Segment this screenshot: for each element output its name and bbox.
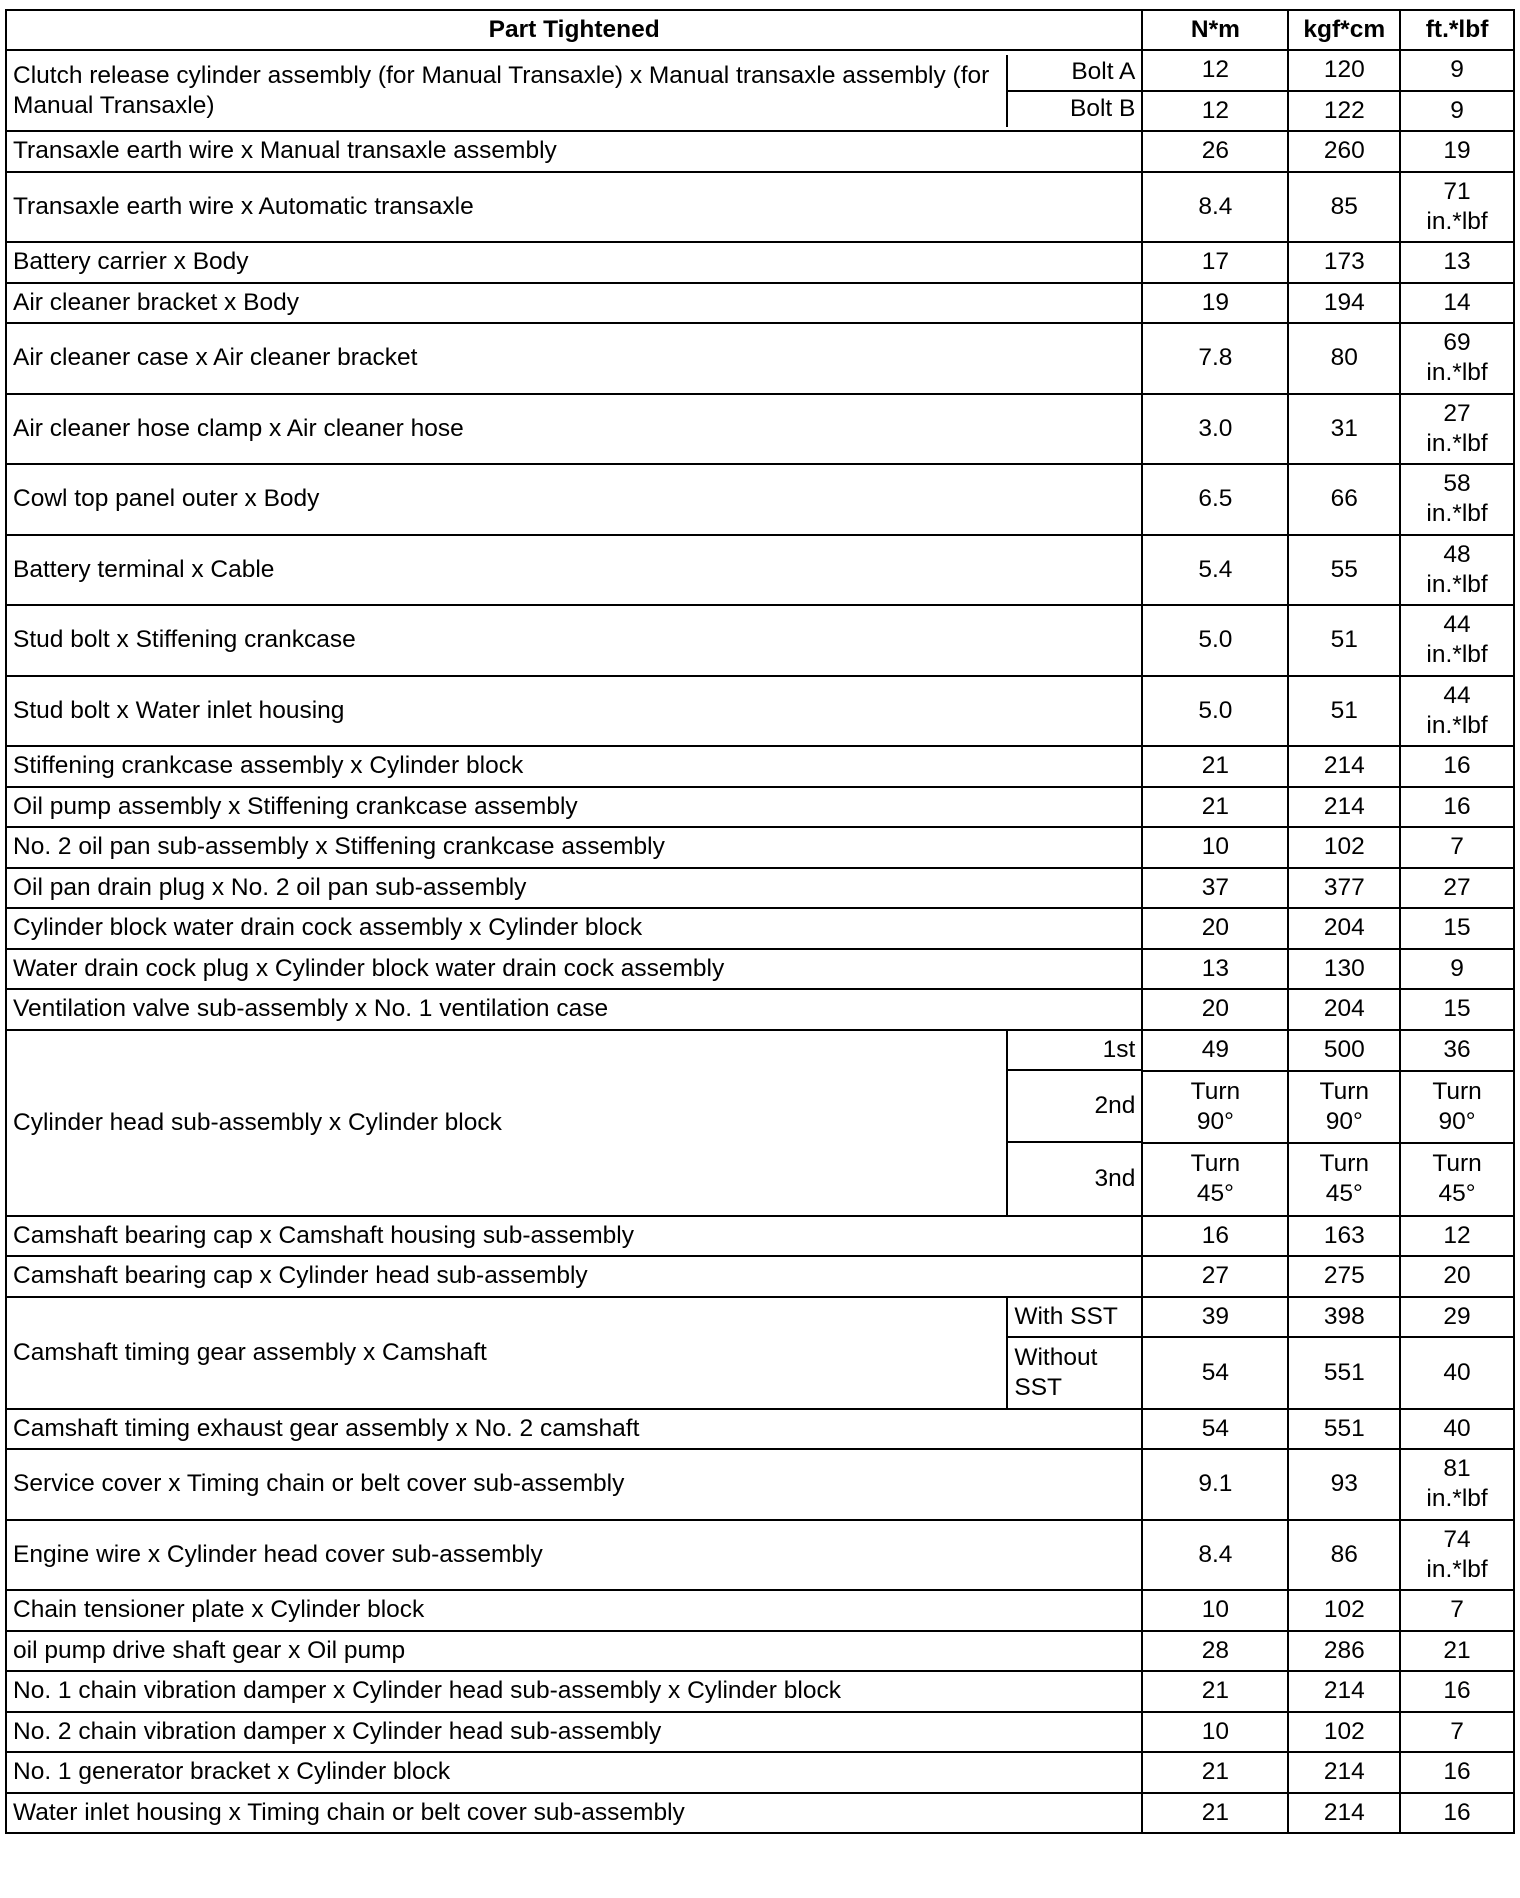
nm-value: 10 <box>1142 1590 1288 1631</box>
kgf-value: 214 <box>1288 787 1400 828</box>
table-row <box>6 464 1514 535</box>
table-row <box>6 1712 1514 1753</box>
kgf-value: 163 <box>1288 1216 1400 1257</box>
nm-value: 21 <box>1142 787 1288 828</box>
ft-value: 27 <box>1400 868 1514 909</box>
table-row <box>6 1030 1514 1072</box>
table-row <box>6 868 1514 909</box>
nm-value: 8.4 <box>1142 172 1288 243</box>
ft-value <box>1400 605 1514 676</box>
table-row <box>6 1297 1514 1338</box>
nm-value: 13 <box>1142 949 1288 990</box>
sub-label: Bolt B <box>1069 95 1136 122</box>
sub-label-line1: Without <box>1014 1343 1098 1371</box>
part-name: Engine wire x Cylinder head cover sub-assembly <box>6 1520 1142 1591</box>
kgf-angle: 45° <box>1325 1180 1363 1208</box>
part-name: Camshaft bearing cap x Cylinder head sub-assembly <box>6 1256 1142 1297</box>
table-row <box>6 787 1514 828</box>
part-name: Chain tensioner plate x Cylinder block <box>6 1590 1142 1631</box>
part-name: Oil pan drain plug x No. 2 oil pan sub-assembly <box>6 868 1142 909</box>
nm-value: 16 <box>1142 1216 1288 1257</box>
kgf-angle: 90° <box>1325 1108 1363 1136</box>
nm-value: 6.5 <box>1142 464 1288 535</box>
kgf-value: 51 <box>1288 676 1400 747</box>
header-part-tightened: Part Tightened <box>6 10 1142 50</box>
ft-value: 14 <box>1400 283 1514 324</box>
nm-value: 5.0 <box>1142 605 1288 676</box>
nm-value: 21 <box>1142 1752 1288 1793</box>
ft-value <box>1400 323 1514 394</box>
nm-value: 21 <box>1142 1793 1288 1834</box>
part-name: Service cover x Timing chain or belt cover sub-assembly <box>6 1449 1142 1520</box>
ft-value: 7 <box>1400 1590 1514 1631</box>
ft-angle: 90° <box>1438 1108 1476 1136</box>
ft-value: 15 <box>1400 989 1514 1030</box>
ft-value: 16 <box>1400 1671 1514 1712</box>
kgf-value: 93 <box>1288 1449 1400 1520</box>
sub-label: With SST <box>1008 1298 1141 1338</box>
part-name: Camshaft bearing cap x Camshaft housing sub-assembly <box>6 1216 1142 1257</box>
kgf-value: 80 <box>1288 323 1400 394</box>
table-row <box>6 949 1514 990</box>
part-name: Cylinder head sub-assembly x Cylinder block <box>13 1108 502 1136</box>
table-row <box>6 172 1514 243</box>
part-name: No. 2 oil pan sub-assembly x Stiffening crankcase assembly <box>6 827 1142 868</box>
kgf-value: 66 <box>1288 464 1400 535</box>
nm-value: 49 <box>1142 1030 1288 1072</box>
nm-value: 20 <box>1142 908 1288 949</box>
kgf-value <box>1288 1143 1400 1215</box>
table-row <box>6 242 1514 283</box>
ft-value: 16 <box>1400 1793 1514 1834</box>
table-row <box>6 283 1514 324</box>
kgf-value: 214 <box>1288 1793 1400 1834</box>
table-row <box>6 908 1514 949</box>
kgf-value: 55 <box>1288 535 1400 606</box>
table-row <box>6 605 1514 676</box>
kgf-value: 398 <box>1288 1297 1400 1338</box>
nm-value <box>1142 1071 1288 1143</box>
ft-value: 12 <box>1400 1216 1514 1257</box>
nm-value: 39 <box>1142 1297 1288 1338</box>
ft-number: 71 <box>1443 177 1471 205</box>
part-name: No. 1 chain vibration damper x Cylinder head sub-assembly x Cylinder block <box>6 1671 1142 1712</box>
ft-unit: in.*lbf <box>1426 641 1488 669</box>
ft-number: 48 <box>1443 540 1471 568</box>
ft-value <box>1400 1520 1514 1591</box>
ft-value <box>1400 172 1514 243</box>
ft-value <box>1400 1071 1514 1143</box>
table-row <box>6 323 1514 394</box>
table-row <box>6 827 1514 868</box>
ft-number: 44 <box>1443 681 1471 709</box>
kgf-value: 85 <box>1288 172 1400 243</box>
kgf-value: 102 <box>1288 1712 1400 1753</box>
part-name: Camshaft timing gear assembly x Camshaft <box>13 1338 487 1366</box>
part-cell <box>6 1297 1142 1409</box>
ft-number: 74 <box>1443 1525 1471 1553</box>
nm-value: 10 <box>1142 827 1288 868</box>
nm-value: 3.0 <box>1142 394 1288 465</box>
sub-label <box>1008 1338 1141 1408</box>
kgf-value: 102 <box>1288 827 1400 868</box>
ft-number: 81 <box>1443 1455 1471 1483</box>
kgf-value: 214 <box>1288 746 1400 787</box>
table-row <box>6 1590 1514 1631</box>
nm-text: Turn <box>1190 1150 1241 1178</box>
part-name: oil pump drive shaft gear x Oil pump <box>6 1631 1142 1672</box>
nm-value <box>1142 1143 1288 1215</box>
nm-value: 12 <box>1142 91 1288 132</box>
part-name: Stud bolt x Stiffening crankcase <box>6 605 1142 676</box>
part-name: Water inlet housing x Timing chain or belt cover sub-assembly <box>6 1793 1142 1834</box>
table-header-row <box>6 10 1514 50</box>
ft-value: 16 <box>1400 1752 1514 1793</box>
kgf-value: 122 <box>1288 91 1400 132</box>
sub-label: Bolt A <box>1008 55 1141 92</box>
nm-value: 21 <box>1142 1671 1288 1712</box>
ft-angle: 45° <box>1438 1180 1476 1208</box>
ft-unit: in.*lbf <box>1426 1485 1488 1513</box>
ft-value: 20 <box>1400 1256 1514 1297</box>
ft-value: 40 <box>1400 1409 1514 1450</box>
part-cell <box>6 1030 1142 1216</box>
nm-value: 5.4 <box>1142 535 1288 606</box>
ft-value: 36 <box>1400 1030 1514 1072</box>
part-name: Cowl top panel outer x Body <box>6 464 1142 535</box>
table-row <box>6 1752 1514 1793</box>
ft-value: 7 <box>1400 827 1514 868</box>
nm-value: 12 <box>1142 50 1288 91</box>
part-name: Camshaft timing exhaust gear assembly x No. 2 camshaft <box>6 1409 1142 1450</box>
ft-value: 29 <box>1400 1297 1514 1338</box>
kgf-value: 214 <box>1288 1752 1400 1793</box>
kgf-text: Turn <box>1319 1078 1369 1106</box>
part-name: Stud bolt x Water inlet housing <box>6 676 1142 747</box>
ft-value: 9 <box>1400 91 1514 132</box>
ft-value: 19 <box>1400 131 1514 172</box>
kgf-value: 377 <box>1288 868 1400 909</box>
nm-value: 17 <box>1142 242 1288 283</box>
nm-value: 26 <box>1142 131 1288 172</box>
nm-angle: 90° <box>1196 1108 1234 1136</box>
part-name: Oil pump assembly x Stiffening crankcase assembly <box>6 787 1142 828</box>
nm-value: 27 <box>1142 1256 1288 1297</box>
ft-number: 69 <box>1443 329 1471 357</box>
kgf-value: 31 <box>1288 394 1400 465</box>
header-ft-lbf: ft.*lbf <box>1400 10 1514 50</box>
part-name: Transaxle earth wire x Manual transaxle assembly <box>6 131 1142 172</box>
sub-label: 2nd <box>1008 1071 1141 1143</box>
part-cell <box>6 50 1142 131</box>
nm-value: 21 <box>1142 746 1288 787</box>
part-name: No. 1 generator bracket x Cylinder block <box>6 1752 1142 1793</box>
ft-value: 13 <box>1400 242 1514 283</box>
part-name: Battery terminal x Cable <box>6 535 1142 606</box>
table-row <box>6 676 1514 747</box>
ft-unit: in.*lbf <box>1426 429 1488 457</box>
nm-value: 54 <box>1142 1409 1288 1450</box>
kgf-value: 130 <box>1288 949 1400 990</box>
table-row <box>6 131 1514 172</box>
table-row <box>6 1216 1514 1257</box>
part-name: Air cleaner bracket x Body <box>6 283 1142 324</box>
kgf-value: 51 <box>1288 605 1400 676</box>
kgf-value: 551 <box>1288 1337 1400 1408</box>
nm-value: 7.8 <box>1142 323 1288 394</box>
table-row <box>6 50 1514 91</box>
ft-unit: in.*lbf <box>1426 711 1488 739</box>
ft-value <box>1400 1449 1514 1520</box>
kgf-value <box>1288 1071 1400 1143</box>
table-row <box>6 1256 1514 1297</box>
ft-number: 44 <box>1443 611 1471 639</box>
kgf-value: 204 <box>1288 989 1400 1030</box>
part-name: No. 2 chain vibration damper x Cylinder head sub-assembly <box>6 1712 1142 1753</box>
nm-value: 5.0 <box>1142 676 1288 747</box>
table-row <box>6 1631 1514 1672</box>
table-row <box>6 1409 1514 1450</box>
nm-value: 20 <box>1142 989 1288 1030</box>
ft-value <box>1400 676 1514 747</box>
sub-label-line2: SST <box>1014 1373 1063 1401</box>
part-name: Battery carrier x Body <box>6 242 1142 283</box>
ft-value: 15 <box>1400 908 1514 949</box>
nm-value: 28 <box>1142 1631 1288 1672</box>
ft-unit: in.*lbf <box>1426 207 1488 235</box>
kgf-value: 194 <box>1288 283 1400 324</box>
sub-label: 1st <box>1008 1031 1141 1071</box>
ft-unit: in.*lbf <box>1426 359 1488 387</box>
table-row <box>6 1793 1514 1834</box>
header-kgf-cm: kgf*cm <box>1288 10 1400 50</box>
nm-value: 8.4 <box>1142 1520 1288 1591</box>
nm-text: Turn <box>1190 1078 1241 1106</box>
ft-value: 9 <box>1400 949 1514 990</box>
table-row <box>6 1671 1514 1712</box>
table-row <box>6 394 1514 465</box>
table-row <box>6 1449 1514 1520</box>
kgf-value: 286 <box>1288 1631 1400 1672</box>
kgf-value: 500 <box>1288 1030 1400 1072</box>
part-name: Transaxle earth wire x Automatic transaxle <box>6 172 1142 243</box>
table-row <box>6 535 1514 606</box>
part-name: Air cleaner case x Air cleaner bracket <box>6 323 1142 394</box>
ft-number: 27 <box>1443 399 1471 427</box>
table-row <box>6 1520 1514 1591</box>
ft-text: Turn <box>1432 1078 1482 1106</box>
ft-value: 16 <box>1400 787 1514 828</box>
part-name: Cylinder block water drain cock assembly x Cylinder block <box>6 908 1142 949</box>
torque-spec-sheet <box>5 9 1515 1834</box>
kgf-value: 102 <box>1288 1590 1400 1631</box>
nm-angle: 45° <box>1196 1180 1234 1208</box>
part-name: Clutch release cylinder assembly (for Manual Transaxle) x Manual transaxle assembly (for Manual Transaxle) <box>13 61 990 119</box>
kgf-value: 260 <box>1288 131 1400 172</box>
ft-value: 21 <box>1400 1631 1514 1672</box>
ft-value: 7 <box>1400 1712 1514 1753</box>
kgf-value: 86 <box>1288 1520 1400 1591</box>
ft-value <box>1400 535 1514 606</box>
nm-value: 10 <box>1142 1712 1288 1753</box>
ft-value <box>1400 1143 1514 1215</box>
part-name: Ventilation valve sub-assembly x No. 1 ventilation case <box>6 989 1142 1030</box>
kgf-value: 275 <box>1288 1256 1400 1297</box>
kgf-value: 173 <box>1288 242 1400 283</box>
ft-value: 16 <box>1400 746 1514 787</box>
ft-value: 9 <box>1400 50 1514 91</box>
nm-value: 19 <box>1142 283 1288 324</box>
ft-value <box>1400 464 1514 535</box>
nm-value: 54 <box>1142 1337 1288 1408</box>
header-nm: N*m <box>1142 10 1288 50</box>
ft-unit: in.*lbf <box>1426 1555 1488 1583</box>
part-name: Stiffening crankcase assembly x Cylinder block <box>6 746 1142 787</box>
torque-table <box>5 9 1515 1834</box>
ft-number: 58 <box>1443 470 1471 498</box>
kgf-value: 204 <box>1288 908 1400 949</box>
ft-text: Turn <box>1432 1150 1482 1178</box>
part-name: Air cleaner hose clamp x Air cleaner hose <box>6 394 1142 465</box>
ft-value: 40 <box>1400 1337 1514 1408</box>
nm-value: 37 <box>1142 868 1288 909</box>
kgf-value: 120 <box>1288 50 1400 91</box>
ft-unit: in.*lbf <box>1426 500 1488 528</box>
table-row <box>6 989 1514 1030</box>
nm-value: 9.1 <box>1142 1449 1288 1520</box>
table-row <box>6 746 1514 787</box>
kgf-value: 214 <box>1288 1671 1400 1712</box>
ft-value <box>1400 394 1514 465</box>
ft-unit: in.*lbf <box>1426 570 1488 598</box>
sub-label: 3nd <box>1094 1164 1136 1192</box>
kgf-value: 551 <box>1288 1409 1400 1450</box>
part-name: Water drain cock plug x Cylinder block water drain cock assembly <box>6 949 1142 990</box>
kgf-text: Turn <box>1319 1150 1369 1178</box>
